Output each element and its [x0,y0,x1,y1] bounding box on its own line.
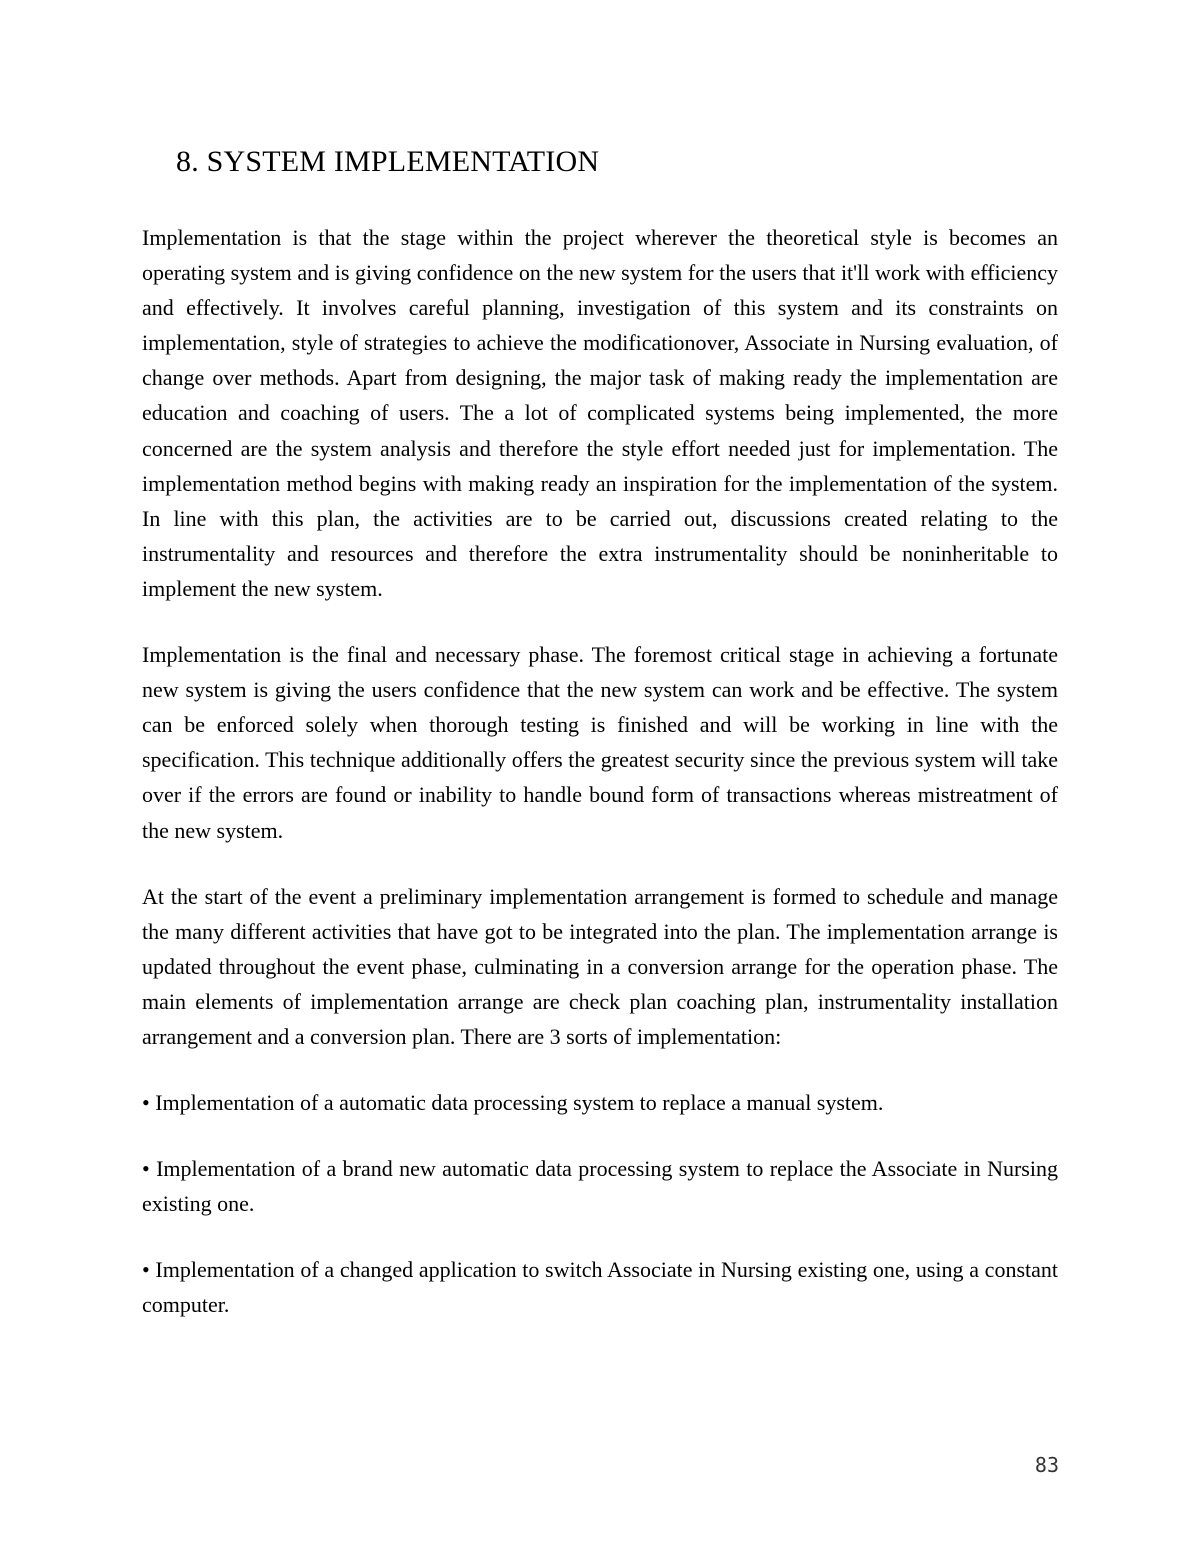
page-number: 83 [1034,1453,1059,1477]
bullet-item: • Implementation of a automatic data processing system to replace a manual system. [142,1090,884,1116]
page-content [142,140,1058,1323]
paragraph: Implementation is that the stage within the project wherever the theoretical style is becomes an operating system and is giving confidence on the new system for the users that it'll work with efficiency and effectively. It involves careful planning, investigation of this system and its constraints on implementation, style of strategies to achieve the modificationover, Associate in Nursing evaluation, of change over methods. Apart from designing, the major task of making ready the implementation are education and coaching of users. The a lot of complicated systems being implemented, the more concerned are the system analysis and therefore the style effort needed just for implementation. The implementation method begins with making ready an inspiration for the implementation of the system. In line with this plan, the activities are to be carried out, discussions created relating to the instrumentality and resources and therefore the extra instrumentality should be noninheritable to implement the new system. [142,225,1058,601]
section-heading: 8. SYSTEM IMPLEMENTATION [176,145,600,178]
bullet-item: • Implementation of a brand new automatic data processing system to replace the Associate in Nursing existing one. [142,1156,1058,1217]
bullet-item: • Implementation of a changed application to switch Associate in Nursing existing one, using a constant computer. [142,1257,1058,1318]
paragraph: Implementation is the final and necessary phase. The foremost critical stage in achieving a fortunate new system is giving the users confidence that the new system can work and be effective. The system can be enforced solely when thorough testing is finished and will be working in line with the specification. This technique additionally offers the greatest security since the previous system will take over if the errors are found or inability to handle bound form of transactions whereas mistreatment of the new system. [142,642,1058,843]
paragraph: At the start of the event a preliminary implementation arrangement is formed to schedule and manage the many different activities that have got to be integrated into the plan. The implementation arrange is updated throughout the event phase, culminating in a conversion arrange for the operation phase. The main elements of implementation arrange are check plan coaching plan, instrumentality installation arrangement and a conversion plan. There are 3 sorts of implementation: [142,883,1058,1049]
